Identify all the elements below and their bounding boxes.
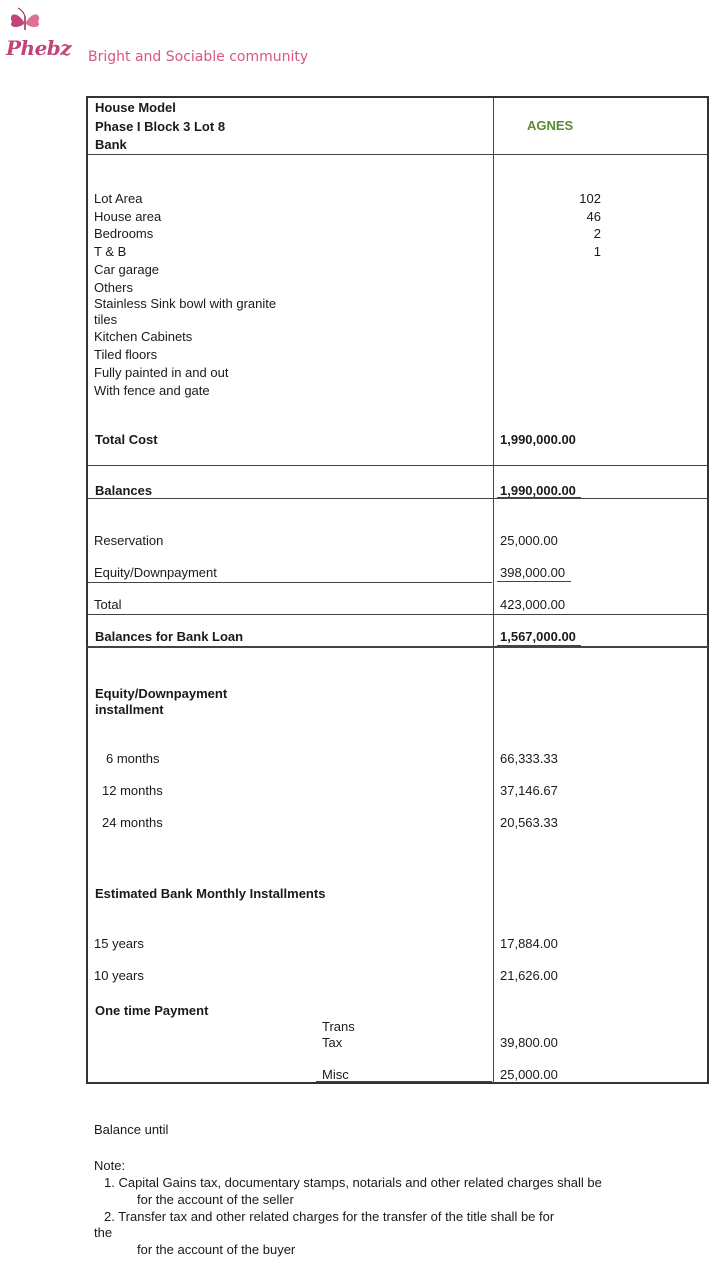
model-name: AGNES bbox=[527, 118, 574, 133]
balances-label: Balances bbox=[95, 483, 153, 498]
note-2-cont2: for the account of the buyer bbox=[137, 1242, 296, 1257]
pricing-table bbox=[86, 96, 709, 1084]
spec-label: Others bbox=[94, 280, 134, 295]
total-cost-label: Total Cost bbox=[95, 432, 158, 447]
reservation-label: Reservation bbox=[94, 533, 164, 548]
spec-label: Tiled floors bbox=[94, 347, 158, 362]
reservation-value: 25,000.00 bbox=[500, 533, 558, 548]
bank-label: Bank bbox=[95, 137, 127, 152]
misc-value: 25,000.00 bbox=[500, 1067, 558, 1082]
spec-label: T & B bbox=[94, 244, 127, 259]
bank-term: 15 years bbox=[94, 936, 144, 951]
total-value: 423,000.00 bbox=[500, 597, 566, 612]
bank-amount: 17,884.00 bbox=[500, 936, 558, 951]
logo bbox=[4, 6, 76, 66]
tagline: Bright and Sociable community bbox=[88, 49, 309, 65]
bank-loan-value: 1,567,000.00 bbox=[500, 629, 576, 644]
balances-value: 1,990,000.00 bbox=[500, 483, 576, 498]
row-divider bbox=[87, 614, 708, 615]
spec-value: 2 bbox=[593, 226, 601, 241]
column-divider bbox=[493, 97, 494, 1083]
row-divider bbox=[87, 154, 708, 155]
spec-label: With fence and gate bbox=[94, 383, 210, 398]
bank-loan-label: Balances for Bank Loan bbox=[95, 629, 244, 644]
trans-tax-value: 39,800.00 bbox=[500, 1035, 558, 1050]
phase-block-lot-label: Phase I Block 3 Lot 8 bbox=[95, 119, 226, 134]
note-2: 2. Transfer tax and other related charges for the transfer of the title shall be for bbox=[104, 1209, 555, 1224]
installment-amount: 37,146.67 bbox=[500, 783, 558, 798]
trans-tax-label: Trans bbox=[322, 1019, 355, 1034]
spec-label: tiles bbox=[94, 312, 118, 327]
installment-term: 12 months bbox=[102, 783, 163, 798]
spec-label: Car garage bbox=[94, 262, 160, 277]
one-time-title: One time Payment bbox=[95, 1003, 209, 1018]
spec-label: Fully painted in and out bbox=[94, 365, 229, 380]
equity-installment-title: installment bbox=[95, 702, 164, 717]
spec-value: 46 bbox=[586, 209, 601, 224]
bank-amount: 21,626.00 bbox=[500, 968, 558, 983]
installment-amount: 20,563.33 bbox=[500, 815, 558, 830]
total-label: Total bbox=[94, 597, 122, 612]
equity-label: Equity/Downpayment bbox=[94, 565, 217, 580]
spec-label: Bedrooms bbox=[94, 226, 154, 241]
spec-label: Stainless Sink bowl with granite bbox=[94, 296, 277, 311]
total-cost-value: 1,990,000.00 bbox=[500, 432, 576, 447]
note-title: Note: bbox=[94, 1158, 126, 1173]
balance-until: Balance until bbox=[94, 1122, 169, 1137]
trans-tax-label: Tax bbox=[322, 1035, 343, 1050]
note-2-cont: the bbox=[94, 1225, 113, 1240]
spec-value: 1 bbox=[593, 244, 601, 259]
bank-monthly-title: Estimated Bank Monthly Installments bbox=[95, 886, 326, 901]
bank-term: 10 years bbox=[94, 968, 144, 983]
butterfly-icon bbox=[6, 6, 46, 36]
spec-value: 102 bbox=[579, 191, 601, 206]
equity-value: 398,000.00 bbox=[500, 565, 566, 580]
spec-label: Lot Area bbox=[94, 191, 143, 206]
installment-term: 24 months bbox=[102, 815, 163, 830]
misc-label: Misc bbox=[322, 1067, 349, 1082]
note-1: 1. Capital Gains tax, documentary stamps, notarials and other related charges shall be bbox=[104, 1175, 602, 1190]
equity-installment-title: Equity/Downpayment bbox=[95, 686, 228, 701]
note-1-cont: for the account of the seller bbox=[137, 1192, 294, 1207]
row-divider bbox=[87, 465, 708, 466]
installment-amount: 66,333.33 bbox=[500, 751, 558, 766]
logo-text: Phebz bbox=[6, 36, 72, 60]
spec-label: House area bbox=[94, 209, 162, 224]
row-divider bbox=[87, 498, 708, 499]
installment-term: 6 months bbox=[106, 751, 160, 766]
spec-label: Kitchen Cabinets bbox=[94, 329, 193, 344]
row-divider bbox=[87, 582, 492, 583]
row-divider bbox=[87, 646, 708, 648]
house-model-label: House Model bbox=[95, 100, 176, 115]
